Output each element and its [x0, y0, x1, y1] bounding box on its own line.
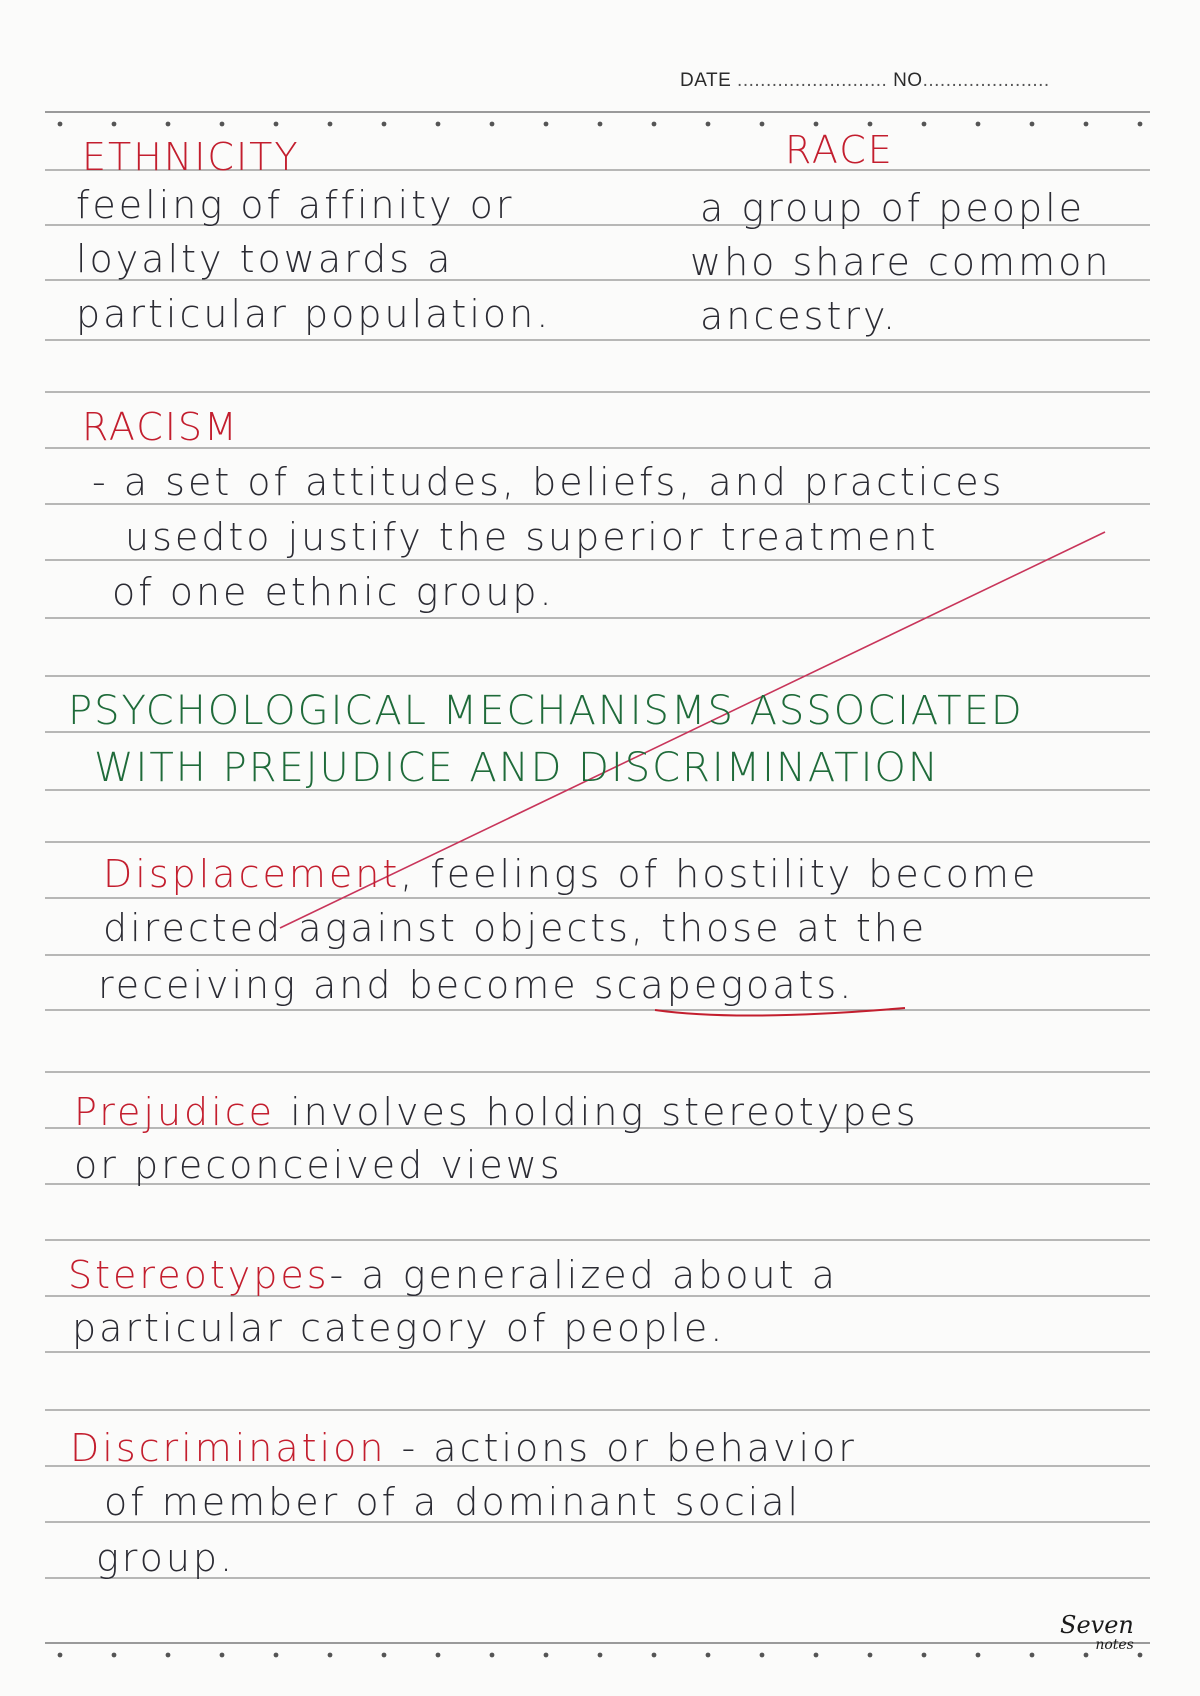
discrimination-line-2: of member of a dominant social [104, 1480, 802, 1524]
page-header: DATE .......................... NO...................... [680, 70, 1050, 91]
margin-dot [1138, 122, 1143, 127]
displacement-term: Displacement [103, 852, 401, 896]
margin-dot [436, 1653, 441, 1658]
ethnicity-line-1: feeling of affinity or [76, 183, 515, 227]
margin-dot [976, 122, 981, 127]
margin-dot [1084, 122, 1089, 127]
margin-dot [544, 122, 549, 127]
displacement-line-3 [98, 963, 854, 1007]
ethnicity-line-2: loyalty towards a [76, 237, 454, 281]
prejudice-line-1 [74, 1090, 919, 1134]
race-line-3: ancestry. [700, 294, 899, 338]
margin-dot [1030, 122, 1035, 127]
margin-dot [112, 1653, 117, 1658]
stereotypes-line-2: particular category of people. [72, 1306, 726, 1350]
margin-dot [58, 122, 63, 127]
margin-dot [922, 1653, 927, 1658]
race-line-2: who share common [690, 240, 1112, 284]
racism-line-2: usedto justify the superior treatment [125, 515, 939, 559]
prejudice-term: Prejudice [74, 1090, 276, 1134]
ethnicity-title: ETHNICITY [82, 135, 300, 179]
margin-dot [652, 122, 657, 127]
displacement-line-2: directed against objects, those at the [103, 906, 928, 950]
stereotypes-term: Stereotypes [68, 1253, 330, 1297]
prejudice-line-2: or preconceived views [74, 1143, 563, 1187]
margin-dot [868, 122, 873, 127]
ethnicity-line-3: particular population. [76, 292, 552, 336]
scapegoats-word: scapegoats. [593, 963, 855, 1007]
margin-dot [328, 1653, 333, 1658]
margin-dot [220, 1653, 225, 1658]
discrimination-line-1 [70, 1426, 857, 1470]
race-line-1: a group of people [700, 186, 1086, 230]
margin-dot [1138, 1653, 1143, 1658]
race-title: RACE [785, 128, 894, 172]
logo-line-1: Seven [1060, 1611, 1134, 1639]
discrimination-line-3: group. [96, 1536, 236, 1580]
racism-line-1: - a set of attitudes, beliefs, and practices [92, 460, 1005, 504]
margin-dot [706, 1653, 711, 1658]
stereotypes-line-1 [68, 1253, 838, 1297]
margin-dot [166, 1653, 171, 1658]
margin-dot [58, 1653, 63, 1658]
margin-dot [490, 122, 495, 127]
margin-dot [274, 122, 279, 127]
no-label: NO [893, 70, 923, 91]
margin-dot [598, 122, 603, 127]
displacement-def-1: , feelings of hostility become [400, 852, 1039, 896]
psych-heading-line-1: PSYCHOLOGICAL MECHANISMS ASSOCIATED [68, 688, 1024, 734]
racism-line-3: of one ethnic group. [112, 570, 555, 614]
racism-title: RACISM [82, 405, 239, 449]
margin-dot [382, 1653, 387, 1658]
margin-dot [814, 122, 819, 127]
scapegoats-underline [655, 1008, 905, 1016]
margin-dot [220, 122, 225, 127]
discrimination-def-1: - actions or behavior [386, 1426, 857, 1470]
margin-dot [760, 122, 765, 127]
margin-dot [544, 1653, 549, 1658]
margin-dot [598, 1653, 603, 1658]
psych-heading-line-2: WITH PREJUDICE AND DISCRIMINATION [94, 745, 940, 791]
logo-line-2: notes [1095, 1637, 1134, 1653]
date-label: DATE [680, 70, 732, 91]
margin-dot [922, 122, 927, 127]
prejudice-def-1: involves holding stereotypes [275, 1090, 919, 1134]
margin-dot [274, 1653, 279, 1658]
margin-dot [760, 1653, 765, 1658]
margin-dot [436, 122, 441, 127]
margin-dot [706, 122, 711, 127]
discrimination-term: Discrimination [70, 1426, 387, 1470]
seven-notes-logo [1060, 1611, 1134, 1655]
margin-dot [328, 122, 333, 127]
margin-dot [868, 1653, 873, 1658]
displacement-line-1 [103, 852, 1038, 896]
margin-dot [976, 1653, 981, 1658]
displacement-def-3: receiving and become [98, 963, 579, 1007]
margin-dot [490, 1653, 495, 1658]
stereotypes-def-1: - a generalized about a [329, 1253, 838, 1297]
margin-dot [112, 122, 117, 127]
margin-dot [814, 1653, 819, 1658]
margin-dot [166, 122, 171, 127]
margin-dot [1030, 1653, 1035, 1658]
margin-dot [382, 122, 387, 127]
margin-dot [652, 1653, 657, 1658]
